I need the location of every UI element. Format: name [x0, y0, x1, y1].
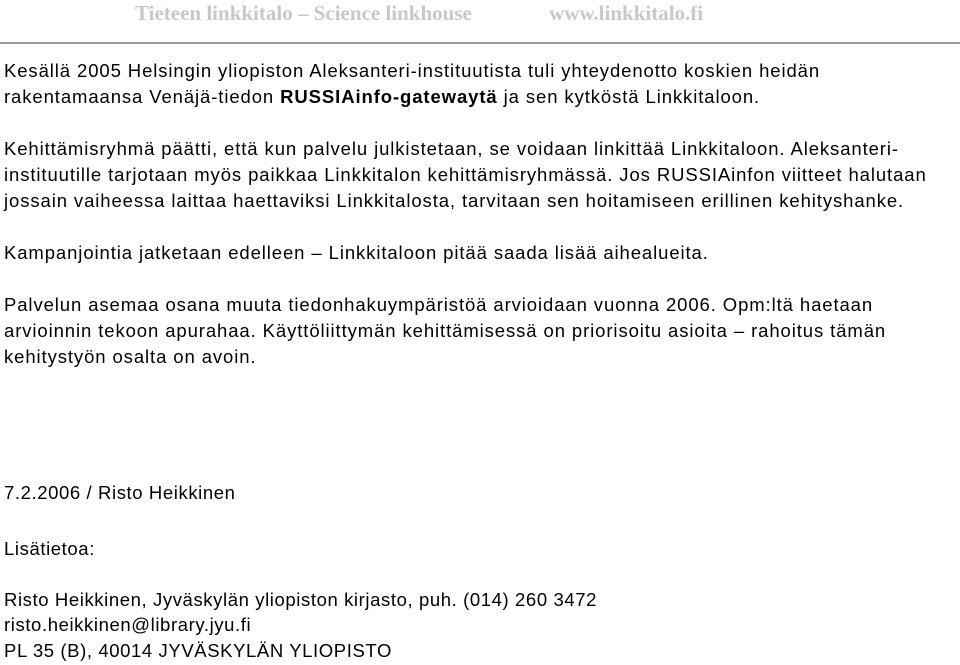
- paragraph-development-group: Kehittämisryhmä päätti, että kun palvelu julkistetaan, se voidaan linkittää Linkkitaloon. Aleksanteri-instituutille tarjotaan myös paikkaa Linkkitalon kehittämisryhmässä. Jos RUSSIAinfon viitteet halutaan jossain vaiheessa laittaa haettaviksi Linkkitalosta, tarvitaan sen hoitamiseen erillinen kehityshanke.: [4, 138, 927, 211]
- date-author: 7.2.2006 / Risto Heikkinen: [4, 482, 236, 503]
- site-url: www.linkkitalo.fi: [549, 1, 704, 25]
- page-header: [135, 0, 960, 30]
- contact-details: Risto Heikkinen, Jyväskylän yliopiston kirjasto, puh. (014) 260 3472: [4, 589, 597, 610]
- paragraph-campaign: Kampanjointia jatketaan edelleen – Linkkitaloon pitää saada lisää aihealueita.: [4, 242, 709, 263]
- header-divider: [0, 42, 960, 44]
- paragraph-russiainfo: [4, 58, 954, 110]
- more-info-label: Lisätietoa:: [4, 538, 95, 559]
- paragraph-text: Kesällä 2005 Helsingin yliopiston Aleksanteri-instituutista tuli yhteydenotto koskien heidän rakentamaansa Venäjä-tiedon: [4, 60, 821, 107]
- site-name: Tieteen linkkitalo – Science linkhouse: [135, 1, 472, 25]
- paragraph-evaluation: Palvelun asemaa osana muuta tiedonhakuympäristöä arvioidaan vuonna 2006. Opm:ltä haetaan arvioinnin tekoon apurahaa. Käyttöliittymän kehittämisessä on priorisoitu asioita – rahoitus tämän kehitystyön osalta on avoin.: [4, 294, 887, 367]
- contact-email: risto.heikkinen@library.jyu.fi: [4, 614, 252, 635]
- document-body: [4, 58, 954, 370]
- russiainfo-gateway-term: RUSSIAinfo-gatewaytä: [280, 86, 498, 107]
- contact-address: PL 35 (B), 40014 JYVÄSKYLÄN YLIOPISTO: [4, 640, 392, 661]
- paragraph-text: ja sen kytköstä Linkkitaloon.: [497, 86, 761, 107]
